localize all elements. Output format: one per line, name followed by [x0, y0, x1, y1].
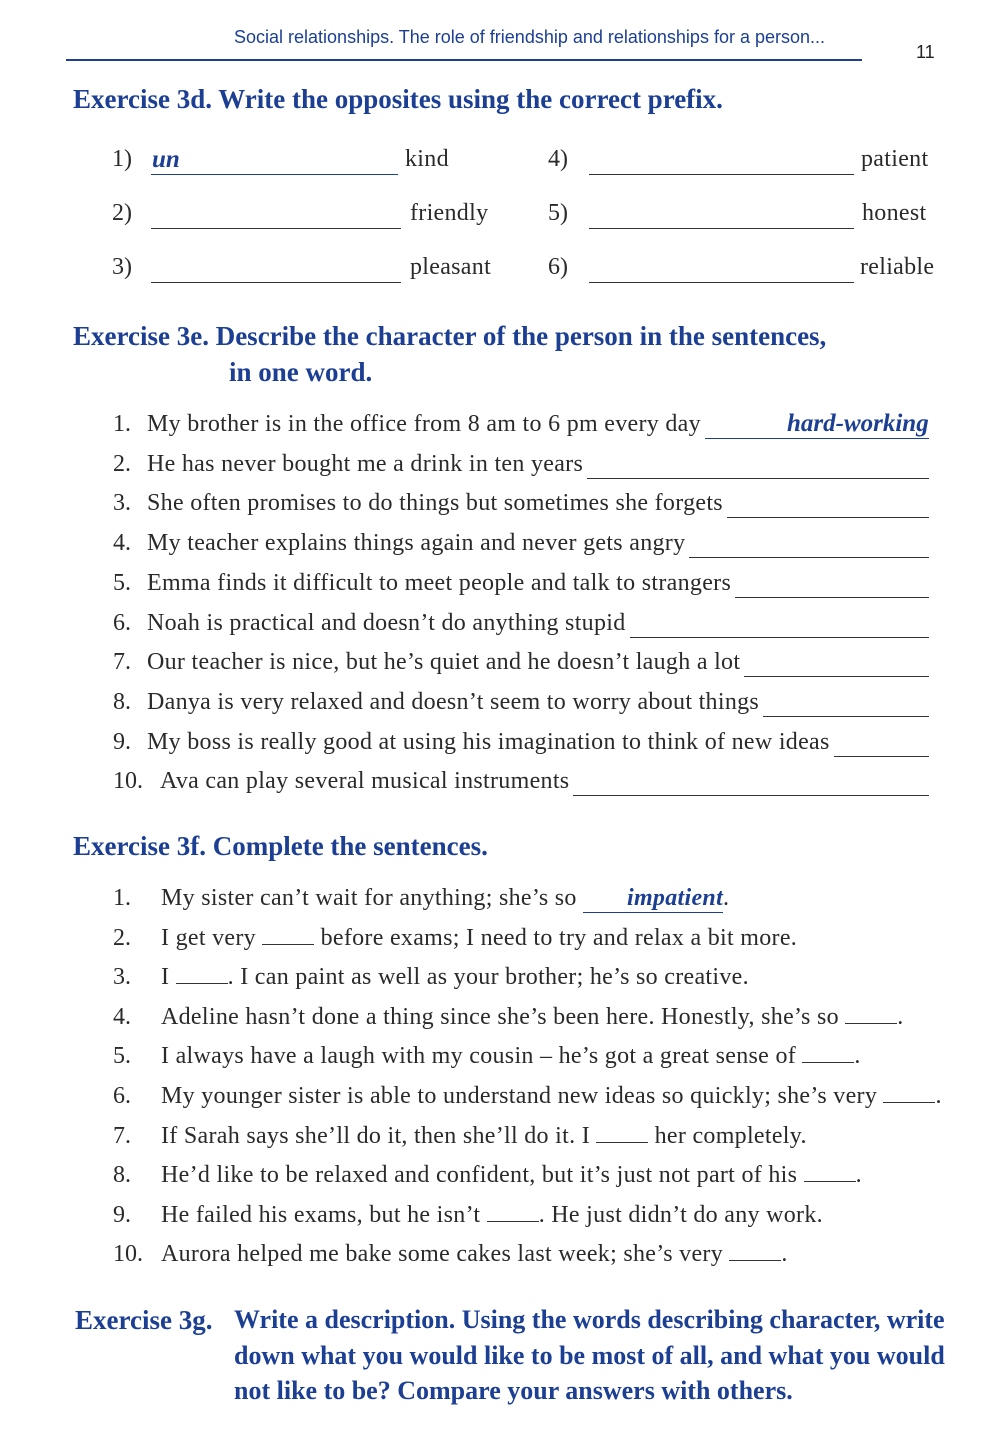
ex3e-item-blank[interactable] — [573, 795, 929, 796]
ex3f-item-number: 10. — [113, 1241, 143, 1267]
ex3e-item-blank[interactable] — [689, 557, 929, 558]
ex3e-item-text: Noah is practical and doesn’t do anything stupid — [147, 610, 626, 636]
ex3e-item-answer: hard-working — [787, 410, 929, 437]
ex3f-item-text-after: her completely. — [648, 1123, 807, 1149]
ex3f-item-sentence — [161, 1083, 942, 1110]
exercise-3g-line2: down what you would like to be most of all, and what you would — [234, 1341, 945, 1370]
ex3d-item-1-answer: un — [152, 146, 180, 173]
ex3f-item-text-before: Adeline hasn’t done a thing since she’s been here. Honestly, she’s so — [161, 1004, 846, 1030]
ex3e-item-number: 2. — [113, 451, 131, 477]
ex3d-item-5-word: honest — [862, 200, 927, 226]
exercise-3g-line3: not like to be? Compare your answers with others. — [234, 1376, 793, 1405]
ex3e-item-number: 8. — [113, 689, 131, 715]
ex3e-item-blank[interactable] — [735, 597, 929, 598]
ex3e-item-text: My boss is really good at using his imagination to think of new ideas — [147, 729, 830, 755]
ex3f-item-number: 2. — [113, 925, 131, 951]
page-number: 11 — [916, 42, 935, 62]
ex3f-item-blank[interactable] — [176, 982, 228, 984]
ex3e-item-text: My teacher explains things again and never gets angry — [147, 530, 686, 556]
ex3f-item-number: 1. — [113, 885, 131, 911]
ex3e-item-number: 7. — [113, 649, 131, 675]
ex3f-item-blank[interactable] — [596, 1141, 648, 1143]
ex3f-item-sentence — [161, 1162, 862, 1189]
running-header: Social relationships. The role of friendship and relationships for a person... — [234, 27, 826, 47]
header-divider — [66, 59, 862, 61]
ex3f-item-sentence — [161, 964, 749, 991]
ex3d-item-1-blank[interactable] — [151, 174, 398, 175]
ex3e-item-number: 3. — [113, 490, 131, 516]
ex3f-item-text-before: My sister can’t wait for anything; she’s so — [161, 885, 584, 911]
ex3e-item-text: Ava can play several musical instruments — [160, 768, 570, 794]
ex3d-item-3-blank[interactable] — [151, 282, 401, 283]
exercise-3g-line1: Write a description. Using the words describing character, write — [234, 1305, 945, 1334]
ex3e-item-number: 9. — [113, 729, 131, 755]
ex3f-item-sentence — [161, 1202, 823, 1229]
ex3f-item-text-before: He failed his exams, but he isn’t — [161, 1202, 487, 1228]
ex3f-item-text-before: If Sarah says she’ll do it, then she’ll do it. I — [161, 1123, 597, 1149]
ex3f-item-sentence — [161, 1123, 807, 1150]
ex3f-item-blank[interactable] — [804, 1180, 856, 1182]
ex3d-item-1-number: 1) — [112, 146, 132, 172]
ex3f-item-text-after: . — [897, 1004, 904, 1030]
ex3f-item-text-before: I always have a laugh with my cousin – he’s got a great sense of — [161, 1043, 803, 1069]
ex3e-item-text: Danya is very relaxed and doesn’t seem to worry about things — [147, 689, 760, 715]
ex3d-item-5-blank[interactable] — [589, 228, 854, 229]
ex3d-item-6-word: reliable — [860, 254, 935, 280]
ex3f-item-number: 7. — [113, 1123, 131, 1149]
ex3d-item-6-number: 6) — [548, 254, 568, 280]
ex3f-item-text-after: before exams; I need to try and relax a bit more. — [314, 925, 798, 951]
exercise-3f-title: Exercise 3f. Complete the sentences. — [73, 831, 488, 861]
ex3f-item-blank[interactable] — [802, 1061, 854, 1063]
ex3e-item-blank[interactable] — [587, 478, 929, 479]
ex3f-item-sentence — [161, 1043, 861, 1070]
ex3e-item-blank[interactable] — [727, 517, 929, 518]
ex3f-item-blank[interactable] — [487, 1220, 539, 1222]
ex3e-item-blank[interactable] — [763, 716, 929, 717]
ex3f-item-number: 8. — [113, 1162, 131, 1188]
ex3d-item-2-number: 2) — [112, 200, 132, 226]
ex3d-item-5-number: 5) — [548, 200, 568, 226]
ex3e-item-number: 10. — [113, 768, 143, 794]
ex3f-item-sentence — [161, 885, 729, 913]
ex3e-item-number: 6. — [113, 610, 131, 636]
ex3d-item-3-word: pleasant — [410, 254, 492, 280]
ex3d-item-2-blank[interactable] — [151, 228, 401, 229]
ex3e-item-blank[interactable] — [744, 676, 929, 677]
exercise-3d-title: Exercise 3d. Write the opposites using the correct prefix. — [73, 84, 723, 114]
ex3e-item-text: Our teacher is nice, but he’s quiet and he doesn’t laugh a lot — [147, 649, 741, 675]
ex3e-item-number: 1. — [113, 411, 131, 437]
ex3f-item-sentence — [161, 925, 797, 952]
ex3f-item-blank[interactable] — [729, 1259, 781, 1261]
ex3f-item-text-after: . — [855, 1162, 862, 1188]
ex3f-item-text-before: I — [161, 964, 176, 990]
exercise-3e-title: Exercise 3e. Describe the character of the person in the sentences, — [73, 321, 827, 351]
ex3f-item-blank[interactable] — [883, 1101, 935, 1103]
ex3e-item-number: 5. — [113, 570, 131, 596]
ex3f-item-number: 3. — [113, 964, 131, 990]
ex3f-item-number: 4. — [113, 1004, 131, 1030]
ex3f-item-text-before: I get very — [161, 925, 263, 951]
ex3e-item-number: 4. — [113, 530, 131, 556]
ex3d-item-6-blank[interactable] — [589, 282, 854, 283]
ex3d-item-2-word: friendly — [410, 200, 489, 226]
ex3e-item-text: My brother is in the office from 8 am to 6 pm every day — [147, 411, 701, 437]
ex3f-item-text-after: . He just didn’t do any work. — [538, 1202, 823, 1228]
ex3f-item-text-before: Aurora helped me bake some cakes last week; she’s very — [161, 1241, 730, 1267]
ex3f-item-text-after: . — [723, 885, 730, 911]
exercise-3e-title-line2: in one word. — [229, 357, 373, 387]
ex3d-item-3-number: 3) — [112, 254, 132, 280]
ex3f-item-text-after: . — [781, 1241, 788, 1267]
ex3f-item-blank[interactable] — [262, 943, 314, 945]
ex3f-item-text-before: My younger sister is able to understand new ideas so quickly; she’s very — [161, 1083, 884, 1109]
ex3e-item-blank[interactable] — [834, 756, 929, 757]
ex3e-item-blank[interactable] — [630, 637, 929, 638]
ex3f-item-text-after: . — [935, 1083, 942, 1109]
ex3f-item-number: 9. — [113, 1202, 131, 1228]
ex3f-item-sentence — [161, 1241, 788, 1268]
ex3d-item-4-blank[interactable] — [589, 174, 854, 175]
ex3f-item-text-after: . I can paint as well as your brother; he’s so creative. — [227, 964, 749, 990]
ex3f-item-number: 6. — [113, 1083, 131, 1109]
ex3e-item-text: He has never bought me a drink in ten years — [147, 451, 584, 477]
ex3f-item-sentence — [161, 1004, 904, 1031]
ex3f-item-text-before: He’d like to be relaxed and confident, but it’s just not part of his — [161, 1162, 804, 1188]
ex3d-item-4-number: 4) — [548, 146, 568, 172]
ex3f-item-number: 5. — [113, 1043, 131, 1069]
ex3f-item-answer[interactable]: impatient — [583, 885, 723, 913]
exercise-3g-label: Exercise 3g. — [75, 1305, 213, 1335]
ex3e-item-text: Emma finds it difficult to meet people and talk to strangers — [147, 570, 732, 596]
ex3d-item-4-word: patient — [861, 146, 929, 172]
ex3e-item-text: She often promises to do things but sometimes she forgets — [147, 490, 723, 516]
ex3e-item-blank[interactable] — [705, 438, 929, 439]
ex3f-item-blank[interactable] — [845, 1022, 897, 1024]
ex3d-item-1-word: kind — [405, 146, 449, 172]
ex3f-item-text-after: . — [854, 1043, 861, 1069]
